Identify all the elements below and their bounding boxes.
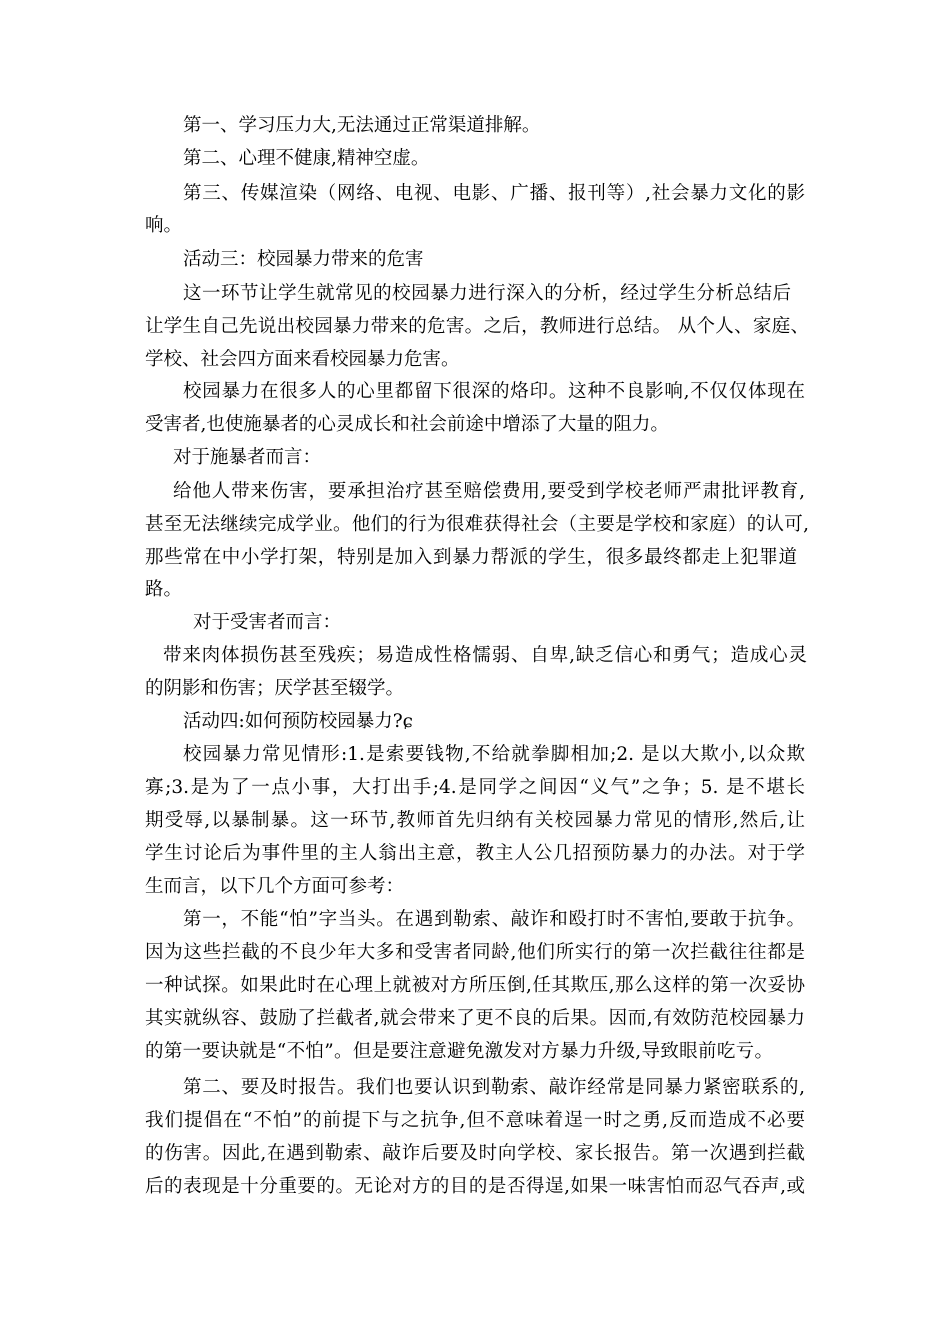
text-line: 我们提倡在“不怕”的前提下与之抗争,但不意味着逞一时之勇,反而造成不必要	[145, 1110, 805, 1131]
section-heading: 活动三：校园暴力带来的危害	[183, 249, 424, 270]
text-line: 路。	[145, 579, 183, 600]
text-line: 后的表现是十分重要的。无论对方的目的是否得逞,如果一味害怕而忍气吞声,或	[145, 1176, 805, 1197]
text-line: 其实就纵容、鼓励了拦截者,就会带来了更不良的后果。因而,有效防范校园暴力	[145, 1008, 805, 1029]
section-heading: 活动四:如何预防校园暴力?ɕ	[183, 711, 414, 732]
text-line: 第三、传媒渲染（网络、电视、电影、广播、报刊等）,社会暴力文化的影	[183, 183, 805, 204]
text-line: 给他人带来伤害，要承担治疗甚至赔偿费用,要受到学校老师严肃批评教育,	[173, 481, 805, 502]
text-line: 的阴影和伤害；厌学甚至辍学。	[145, 678, 405, 699]
text-line: 响。	[145, 215, 183, 236]
text-line: 生而言，以下几个方面可参考：	[145, 876, 405, 897]
text-line: 对于施暴者而言：	[173, 447, 322, 468]
text-line: 那些常在中小学打架，特别是加入到暴力帮派的学生，很多最终都走上犯罪道	[145, 547, 797, 568]
text-line: 学校、社会四方面来看校园暴力危害。	[145, 349, 460, 370]
text-line: 受害者,也使施暴者的心灵成长和社会前途中增添了大量的阻力。	[145, 414, 669, 435]
text-line: 带来肉体损伤甚至残疾；易造成性格懦弱、自卑,缺乏信心和勇气；造成心灵	[163, 645, 807, 666]
text-line: 第一、学习压力大,无法通过正常渠道排解。	[183, 115, 541, 136]
text-line: 第一，不能“怕”字当头。在遇到勒索、敲诈和殴打时不害怕,要敢于抗争。	[183, 909, 805, 930]
text-line: 的第一要诀就是“不怕”。但是要注意避免激发对方暴力升级,导致眼前吃亏。	[145, 1041, 773, 1062]
text-line: 一种试探。如果此时在心理上就被对方所压倒,任其欺压,那么这样的第一次妥协	[145, 975, 805, 996]
text-line: 期受辱,以暴制暴。这一环节,教师首先归纳有关校园暴力常见的情形,然后,让	[145, 810, 805, 831]
text-line: 甚至无法继续完成学业。他们的行为很难获得社会（主要是学校和家庭）的认可,	[145, 514, 809, 535]
text-line: 学生讨论后为事件里的主人翁出主意，教主人公几招预防暴力的办法。对于学	[145, 843, 805, 864]
text-line: 这一环节让学生就常见的校园暴力进行深入的分析，经过学生分析总结后	[183, 283, 791, 304]
text-line: 寡;3.是为了一点小事，大打出手;4.是同学之间因“义气”之争；5. 是不堪长	[145, 777, 805, 798]
text-line: 校园暴力常见情形:1.是索要钱物,不给就拳脚相加;2. 是以大欺小,以众欺	[183, 744, 805, 765]
text-line: 的伤害。因此,在遇到勒索、敲诈后要及时向学校、家长报告。第一次遇到拦截	[145, 1143, 805, 1164]
text-line: 让学生自己先说出校园暴力带来的危害。之后，教师进行总结。 从个人、家庭、	[145, 316, 809, 337]
text-line: 因为这些拦截的不良少年大多和受害者同龄,他们所实行的第一次拦截往往都是	[145, 942, 805, 963]
text-line: 校园暴力在很多人的心里都留下很深的烙印。这种不良影响,不仅仅体现在	[183, 381, 805, 402]
text-line: 第二、要及时报告。我们也要认识到勒索、敲诈经常是同暴力紧密联系的,	[183, 1077, 805, 1098]
text-line: 对于受害者而言：	[193, 612, 342, 633]
text-line: 第二、心理不健康,精神空虚。	[183, 148, 430, 169]
